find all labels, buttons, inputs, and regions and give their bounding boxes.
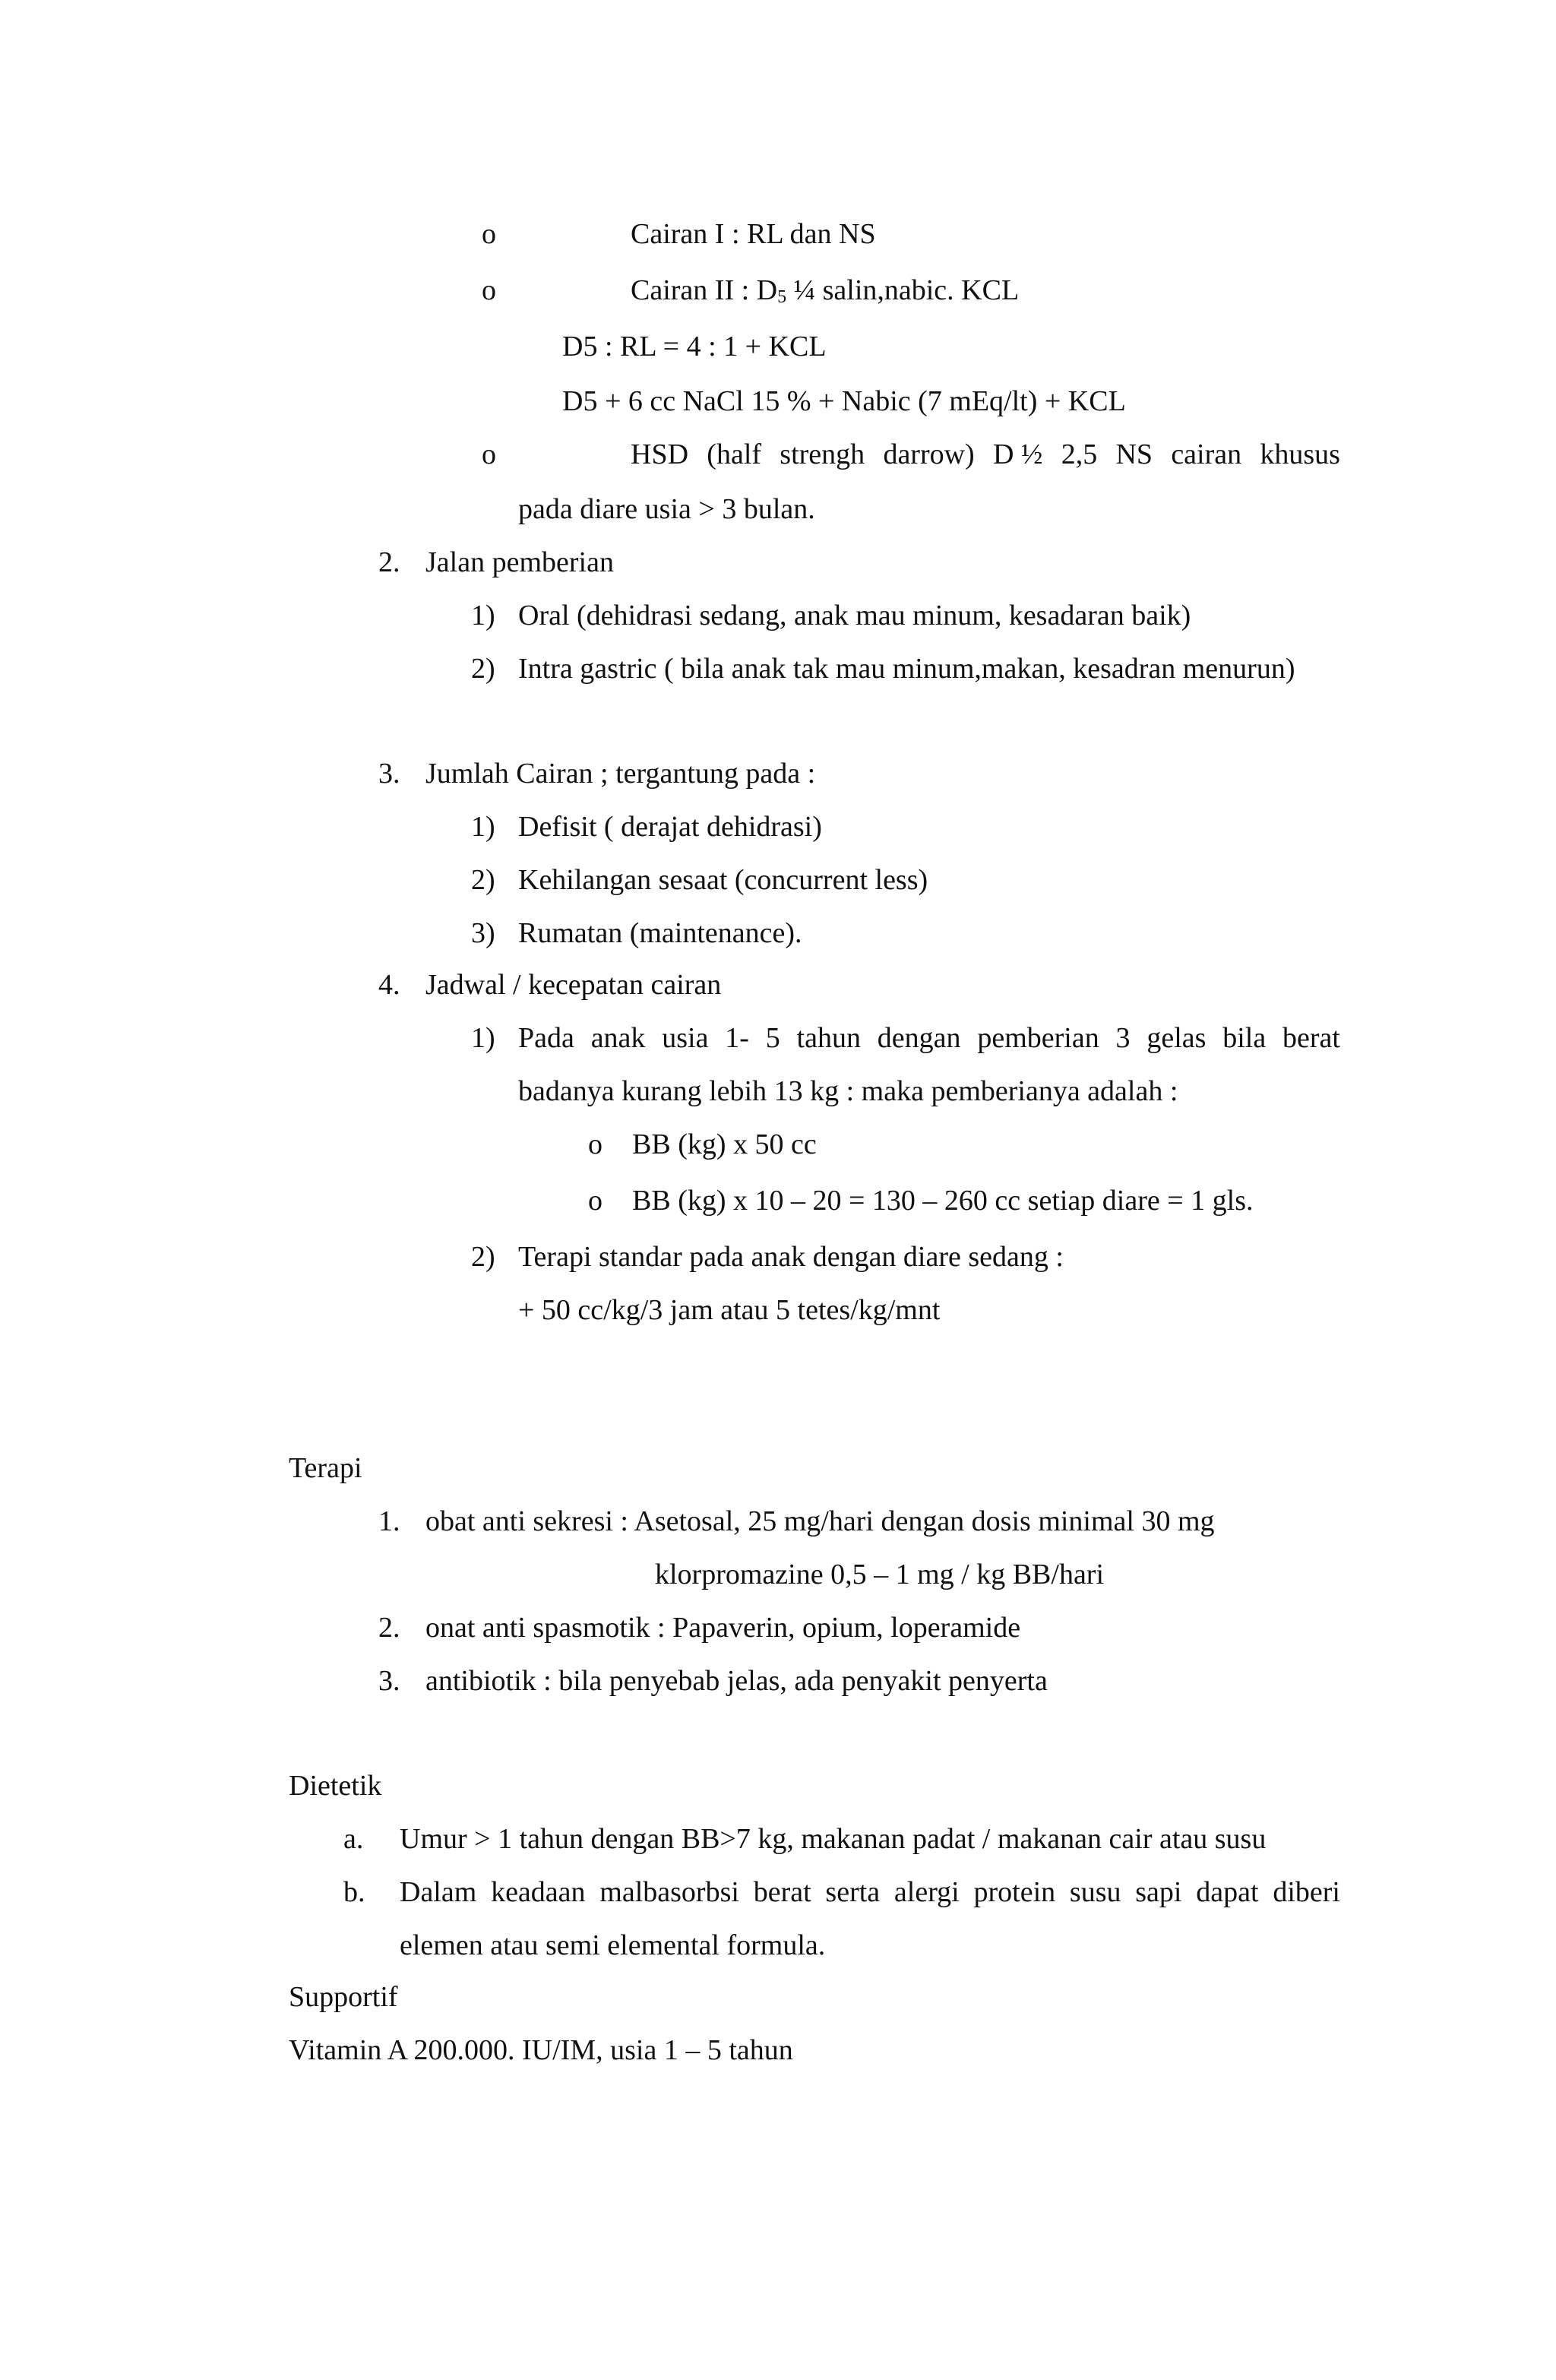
list-number: 3. <box>378 1665 400 1697</box>
bullet-marker: o <box>588 1128 602 1160</box>
bullet-marker: o <box>482 274 496 306</box>
dietetik-b-line-2: elemen atau semi elemental formula. <box>400 1929 826 1961</box>
section-heading-terapi: Terapi <box>289 1452 362 1484</box>
section-heading-jalan: Jalan pemberian <box>425 546 614 578</box>
list-number: 3. <box>378 758 400 790</box>
section-heading-dietetik: Dietetik <box>289 1770 382 1802</box>
bullet-marker: o <box>482 218 496 250</box>
list-item-continued: klorpromazine 0,5 – 1 mg / kg BB/hari <box>655 1559 1105 1590</box>
jadwal-item-2-continued: + 50 cc/kg/3 jam atau 5 tetes/kg/mnt <box>518 1294 941 1326</box>
list-item: onat anti spasmotik : Papaverin, opium, loperamide <box>425 1612 1021 1644</box>
section-heading-jumlah: Jumlah Cairan ; tergantung pada : <box>425 758 816 790</box>
formula-line-1: D5 : RL = 4 : 1 + KCL <box>562 331 827 362</box>
list-item: Kehilangan sesaat (concurrent less) <box>518 864 928 896</box>
hsd-line: HSD (half strengh darrow) D ½ 2,5 NS cairan khusus <box>631 438 1340 470</box>
jadwal-item-2: Terapi standar pada anak dengan diare sedang : <box>518 1241 1064 1273</box>
cairan-2-text: Cairan II : $D_5$ ¼ salin,nabic. KCL <box>631 274 1020 307</box>
formula-bb-1: BB (kg) x 50 cc <box>632 1128 817 1160</box>
list-number: 1) <box>471 1022 495 1054</box>
list-number: 1) <box>471 811 495 843</box>
section-heading-jadwal: Jadwal / kecepatan cairan <box>425 969 722 1001</box>
section-heading-supportif: Supportif <box>289 1981 398 2013</box>
list-item: antibiotik : bila penyebab jelas, ada penyakit penyerta <box>425 1665 1048 1697</box>
list-item: obat anti sekresi : Asetosal, 25 mg/hari dengan dosis minimal 30 mg <box>425 1505 1215 1537</box>
supportif-text: Vitamin A 200.000. IU/IM, usia 1 – 5 tahun <box>289 2034 793 2066</box>
list-item: Oral (dehidrasi sedang, anak mau minum, kesadaran baik) <box>518 600 1191 631</box>
formula-line-2: D5 + 6 cc NaCl 15 % + Nabic (7 mEq/lt) + KCL <box>562 385 1126 417</box>
list-number: 2) <box>471 1241 495 1273</box>
list-number: 1) <box>471 600 495 631</box>
list-number: 4. <box>378 969 400 1001</box>
dietetik-b-line-1: Dalam keadaan malbasorbsi berat serta alergi protein susu sapi dapat diberi <box>400 1876 1340 1908</box>
list-item: Defisit ( derajat dehidrasi) <box>518 811 822 843</box>
list-item: Intra gastric ( bila anak tak mau minum,makan, kesadran menurun) <box>518 653 1295 685</box>
list-number: 2) <box>471 653 495 685</box>
list-item: Rumatan (maintenance). <box>518 917 802 949</box>
formula-bb-2: BB (kg) x 10 – 20 = 130 – 260 cc setiap diare = 1 gls. <box>632 1185 1254 1217</box>
list-number: 2) <box>471 864 495 896</box>
list-item: Umur > 1 tahun dengan BB>7 kg, makanan padat / makanan cair atau susu <box>400 1823 1267 1855</box>
hsd-line-continued: pada diare usia > 3 bulan. <box>518 493 815 525</box>
list-letter: b. <box>343 1876 365 1908</box>
bullet-marker: o <box>482 438 496 470</box>
jadwal-item-1-line-1: Pada anak usia 1- 5 tahun dengan pemberian 3 gelas bila berat <box>518 1022 1340 1054</box>
cairan-1-text: Cairan I : RL dan NS <box>631 218 876 250</box>
jadwal-item-1-line-2: badanya kurang lebih 13 kg : maka pemberianya adalah : <box>518 1075 1178 1107</box>
bullet-marker: o <box>588 1185 602 1217</box>
list-number: 2. <box>378 546 400 578</box>
list-number: 3) <box>471 917 495 949</box>
list-number: 1. <box>378 1505 400 1537</box>
list-letter: a. <box>343 1823 364 1855</box>
list-number: 2. <box>378 1612 400 1644</box>
